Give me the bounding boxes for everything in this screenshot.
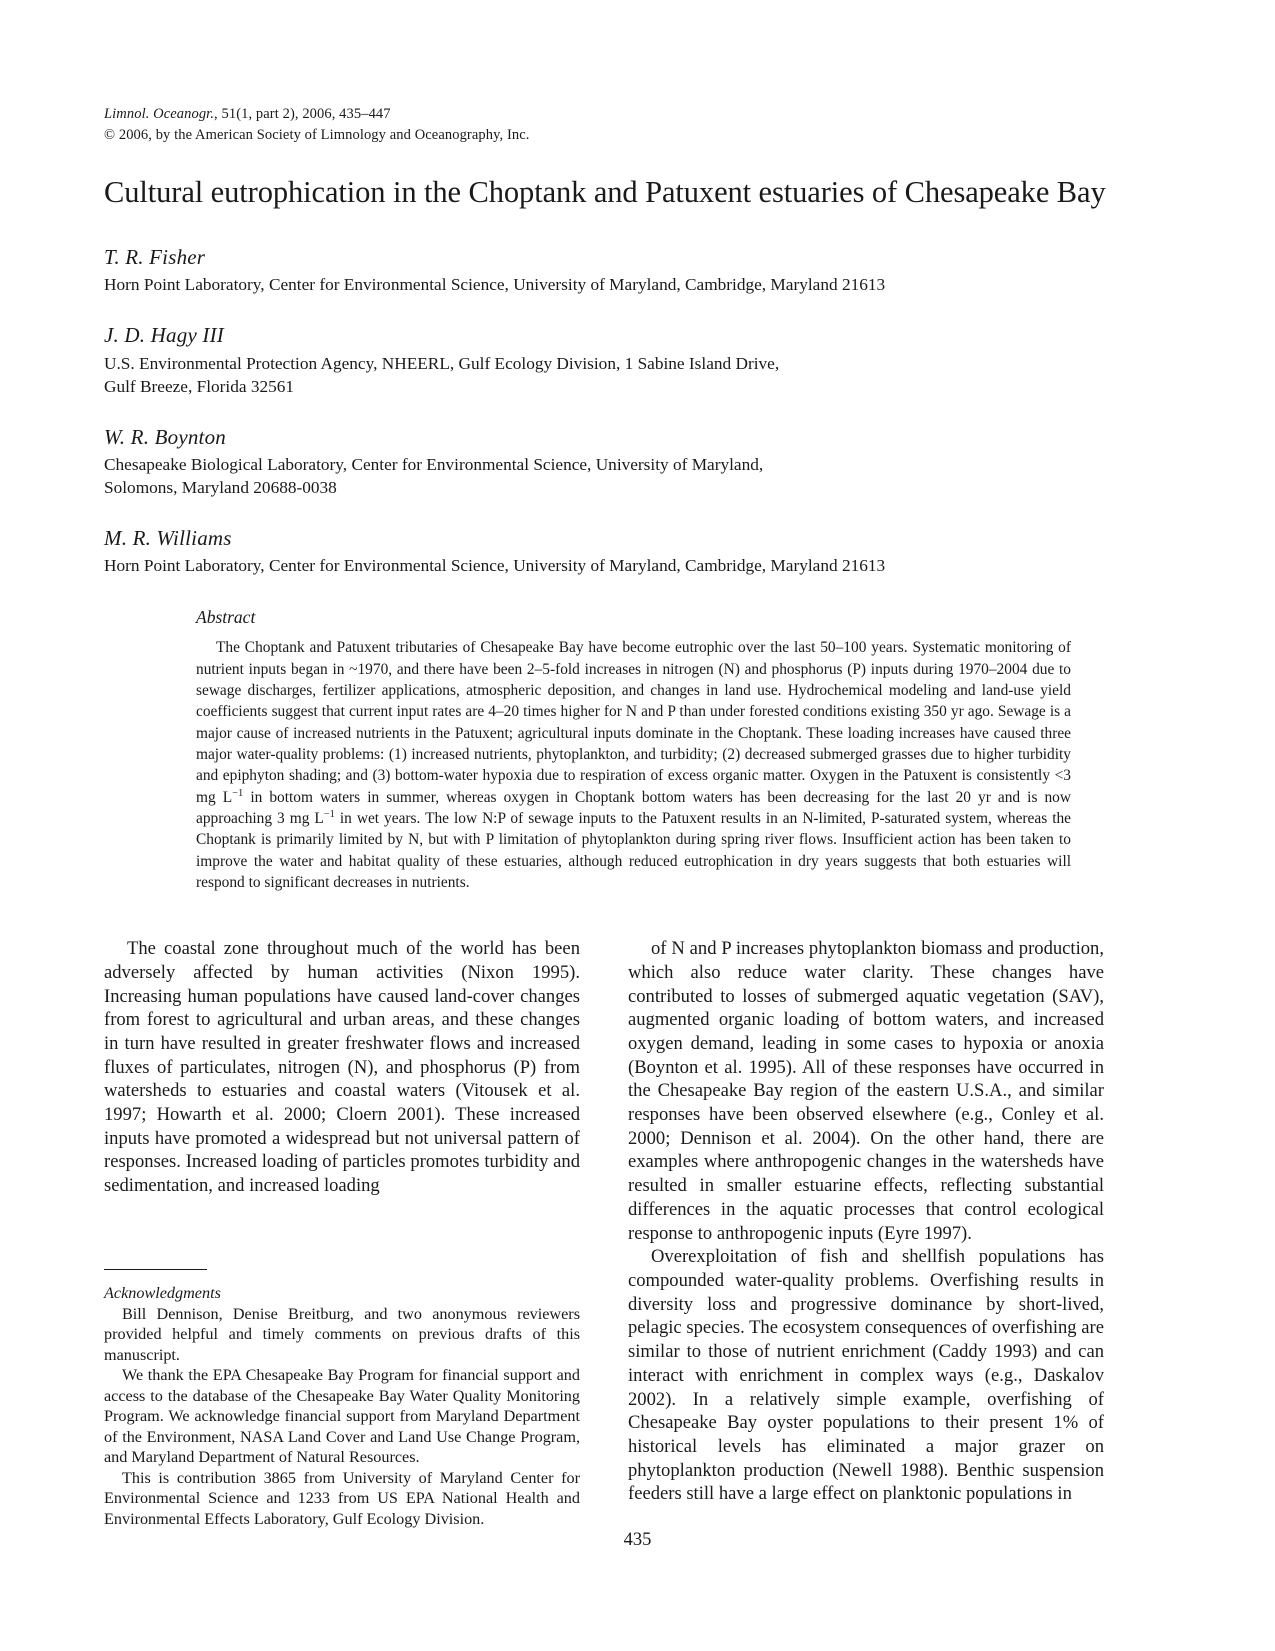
author-name: T. R. Fisher xyxy=(104,245,206,270)
author-block-4 xyxy=(104,525,1104,577)
author-affiliation xyxy=(104,352,1104,398)
journal-name: Limnol. Oceanogr. xyxy=(104,106,215,122)
acknowledgments-heading: Acknowledgments xyxy=(104,1283,221,1302)
right-column xyxy=(628,937,1104,1529)
abstract-body xyxy=(196,637,1071,893)
affiliation-line: Horn Point Laboratory, Center for Environmental Science, University of Maryland, Cambridge, Maryland 21613 xyxy=(104,556,886,576)
journal-citation-rest: , 51(1, part 2), 2006, 435–447 xyxy=(214,106,391,122)
affiliation-line: Solomons, Maryland 20688-0038 xyxy=(104,477,337,497)
author-affiliation xyxy=(104,453,1104,499)
page-number: 435 xyxy=(623,1530,652,1550)
author-name: J. D. Hagy III xyxy=(104,323,225,348)
journal-copyright: © 2006, by the American Society of Limnology and Oceanography, Inc. xyxy=(104,126,530,143)
footnote-acknowledgments xyxy=(104,1269,580,1529)
abstract-text-1: The Choptank and Patuxent tributaries of Chesapeake Bay have become eutrophic over the last 50–100 years. Systematic monitoring of nutrient inputs began in ~1970, and there have been 2–5-fold increases in nitrogen (N) and phosphorus (P) inputs during 1970–2004 due to sewage discharges, fertilizer applications, atmospheric deposition, and changes in land use. Hydrochemical modeling and land-use yield coefficients suggest that current input rates are 4–20 times higher for N and P than under forested conditions existing 350 yr ago. Sewage is a major cause of increased nutrients in the Patuxent; agricultural inputs dominate in the Choptank. These loading increases have caused three major water-quality problems: (1) increased nutrients, phytoplankton, and turbidity; (2) decreased submerged grasses due to higher turbidity and epiphyton shading; and (3) bottom-water hypoxia due to respiration of excess organic matter. Oxygen in the Patuxent is consistently <3 mg L xyxy=(196,639,1071,806)
abstract-superscript-1: −1 xyxy=(232,787,244,799)
affiliation-line: U.S. Environmental Protection Agency, NHEERL, Gulf Ecology Division, 1 Sabine Island Drive, xyxy=(104,353,780,373)
left-column xyxy=(104,937,580,1529)
author-affiliation xyxy=(104,273,1104,296)
author-block-3 xyxy=(104,424,1104,499)
acknowledgments-paragraph: We thank the EPA Chesapeake Bay Program for financial support and access to the database of the Chesapeake Bay Water Quality Monitoring Program. We acknowledge financial support from Maryland Department of the Environment, NASA Land Cover and Land Use Change Program, and Maryland Department of Natural Resources. xyxy=(104,1366,580,1467)
page-title: Cultural eutrophication in the Choptank and Patuxent estuaries of Chesapeake Bay xyxy=(104,175,1106,210)
body-paragraph: The coastal zone throughout much of the world has been adversely affected by human activities (Nixon 1995). Increasing human populations have caused land-cover changes from forest to agricultural and urban areas, and these changes in turn have resulted in greater freshwater flows and increased fluxes of particulates, nitrogen (N), and phosphorus (P) from watersheds to estuaries and coastal waters (Vitousek et al. 1997; Howarth et al. 2000; Cloern 2001). These increased inputs have promoted a widespread but not universal pattern of responses. Increased loading of particles promotes turbidity and sedimentation, and increased loading xyxy=(104,938,580,1197)
abstract-text-2: in bottom waters in summer, whereas oxygen in Choptank bottom waters has been decreasing for the last 20 yr and is now approaching 3 mg L xyxy=(196,788,1071,827)
abstract-text-3: in wet years. The low N:P of sewage inputs to the Patuxent results in an N-limited, P-saturated system, whereas the Choptank is primarily limited by N, but with P limitation of phytoplankton during spring river flows. Insufficient action has been taken to improve the water and habitat quality of these estuaries, although reduced eutrophication in dry years suggests that both estuaries will respond to significant decreases in nutrients. xyxy=(196,809,1071,891)
abstract-superscript-2: −1 xyxy=(323,808,335,820)
author-name: W. R. Boynton xyxy=(104,424,226,449)
author-affiliation xyxy=(104,554,1104,577)
abstract-heading: Abstract xyxy=(196,607,256,628)
author-name: M. R. Williams xyxy=(104,525,232,550)
affiliation-line: Gulf Breeze, Florida 32561 xyxy=(104,376,295,396)
abstract-section xyxy=(196,607,1071,893)
author-block-2 xyxy=(104,322,1104,397)
footnote-divider xyxy=(104,1269,207,1270)
body-columns xyxy=(104,937,1104,1529)
author-block-1 xyxy=(104,244,1104,296)
affiliation-line: Chesapeake Biological Laboratory, Center for Environmental Science, University of Maryland, xyxy=(104,454,764,474)
body-paragraph: Overexploitation of fish and shellfish populations has compounded water-quality problems. Overfishing results in diversity loss and progressive dominance by short-lived, pelagic species. The ecosystem consequences of overfishing are similar to those of nutrient enrichment (Caddy 1993) and can interact with enrichment in complex ways (e.g., Daskalov 2002). In a relatively simple example, overfishing of Chesapeake Bay oyster populations to their present 1% of historical levels has eliminated a major grazer on phytoplankton production (Newell 1988). Benthic suspension feeders still have a large effect on planktonic populations in xyxy=(628,1246,1104,1505)
journal-citation xyxy=(104,104,1104,125)
affiliation-line: Horn Point Laboratory, Center for Environmental Science, University of Maryland, Cambridge, Maryland 21613 xyxy=(104,275,886,295)
acknowledgments-paragraph: This is contribution 3865 from University of Maryland Center for Environmental Science and 1233 from US EPA National Health and Environmental Effects Laboratory, Gulf Ecology Division. xyxy=(104,1468,580,1528)
body-paragraph: of N and P increases phytoplankton biomass and production, which also reduce water clarity. These changes have contributed to losses of submerged aquatic vegetation (SAV), augmented organic loading of bottom waters, and increased oxygen demand, leading in some cases to hypoxia or anoxia (Boynton et al. 1995). All of these responses have occurred in the Chesapeake Bay region of the eastern U.S.A., and similar responses have been observed elsewhere (e.g., Conley et al. 2000; Dennison et al. 2004). On the other hand, there are examples where anthropogenic changes in the watersheds have resulted in smaller estuarine effects, reflecting substantial differences in the aquatic processes that control ecological response to anthropogenic inputs (Eyre 1997). xyxy=(628,938,1104,1244)
paper-page xyxy=(104,104,1104,1564)
acknowledgments-paragraph: Bill Dennison, Denise Breitburg, and two anonymous reviewers provided helpful and timely comments on previous drafts of this manuscript. xyxy=(104,1304,580,1364)
journal-header xyxy=(104,104,1104,145)
